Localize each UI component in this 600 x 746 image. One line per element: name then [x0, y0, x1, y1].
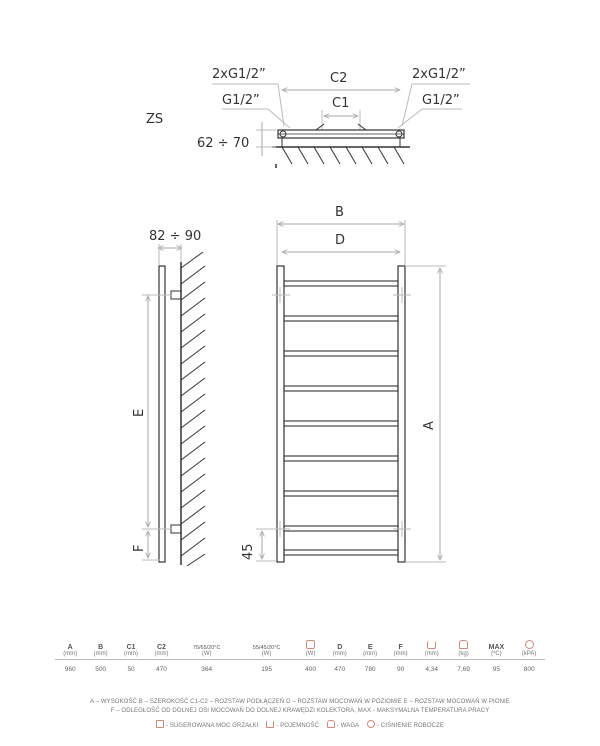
- cell-b: 500: [95, 666, 107, 673]
- top-view: [146, 67, 470, 168]
- header-d: D (mm): [325, 640, 355, 660]
- weight-icon: [459, 640, 468, 649]
- cell-max: 95: [492, 666, 500, 673]
- depth-side-label: 82 ÷ 90: [149, 229, 202, 244]
- table-row: [55, 660, 545, 675]
- cell-d: 470: [334, 666, 346, 673]
- c1-label: C1: [332, 96, 350, 111]
- depth-top-label: 62 ÷ 70: [197, 136, 250, 151]
- header-f: F (mm): [385, 640, 415, 660]
- a-label: A: [422, 421, 437, 430]
- thread-label-left-inner: G1/2”: [222, 93, 260, 108]
- e-label: E: [132, 408, 147, 417]
- header-c1: C1 (mm): [116, 640, 146, 660]
- legend-weight: - WAGA: [327, 723, 359, 729]
- thread-label-right-outer: 2xG1/2”: [412, 67, 466, 82]
- heater-icon: [306, 640, 315, 649]
- b-label: B: [335, 205, 344, 220]
- cell-f: 90: [396, 666, 405, 673]
- cell-a: 960: [64, 666, 76, 673]
- front-rungs: [284, 281, 398, 555]
- front-view: [241, 205, 446, 562]
- pressure-icon: [525, 640, 534, 649]
- cell-weight: 7,69: [457, 666, 470, 673]
- zs-label: ZS: [146, 112, 164, 127]
- cell-c1: 50: [127, 666, 135, 673]
- side-view-collector: [159, 266, 165, 562]
- c2-label: C2: [330, 71, 348, 86]
- header-a: A (mm): [55, 640, 85, 660]
- legend-heater: - SUGEROWANA MOC GRZAŁKI: [156, 723, 259, 729]
- cell-c2: 470: [156, 666, 167, 673]
- legend-line-1: A – WYSOKOŚĆ B – SZEROKOŚĆ C1-C2 – ROZSTAW PODŁĄCZEŃ D – ROZSTAW MOCOWAŃ W POZIOMIE E – ROZSTAW MOCOWAŃ W PIONIE: [90, 699, 510, 705]
- header-c2: C2 (mm): [146, 640, 176, 660]
- header-b: B (mm): [85, 640, 115, 660]
- cell-power-55: 195: [261, 666, 273, 673]
- front-right-collector: [398, 266, 405, 562]
- cell-capacity: 4,34: [425, 666, 439, 673]
- cell-heater: 400: [305, 666, 316, 673]
- heater-icon: [156, 720, 164, 728]
- header-e: E (mm): [355, 640, 385, 660]
- header-max: MAX (ºC): [479, 640, 513, 660]
- header-power-75: 75/65/20°C (W): [177, 640, 237, 660]
- thread-label-left-outer: 2xG1/2”: [212, 67, 266, 82]
- cell-power-75: 364: [201, 666, 213, 673]
- legend-capacity: - POJEMNOŚĆ: [266, 723, 319, 729]
- legend-line-2: F – ODLEGŁOŚĆ OD DOLNEJ OSI MOCOWAŃ DO DOLNEJ KRAWĘDZI KOLEKTORA, MAX - MAKSYMALNA TEMPERATURA PRACY: [110, 708, 490, 714]
- thread-label-right-inner: G1/2”: [422, 93, 460, 108]
- capacity-icon: [427, 641, 436, 649]
- spec-table-header: [55, 640, 545, 660]
- capacity-icon: [266, 721, 274, 728]
- legend-pressure: - CIŚNIENIE ROBOCZE: [367, 723, 444, 729]
- side-view: [132, 229, 205, 566]
- header-weight: (kg): [448, 640, 480, 660]
- spec-table: [55, 640, 545, 674]
- d-label: D: [335, 233, 346, 248]
- header-capacity: (mm): [416, 640, 448, 660]
- offset-45-label: 45: [241, 543, 256, 560]
- header-power-55: 55/45/20°C (W): [237, 640, 297, 660]
- cell-pressure: 800: [523, 666, 535, 673]
- cell-e: 780: [364, 666, 376, 673]
- front-left-collector: [277, 266, 284, 562]
- f-label: F: [132, 544, 147, 552]
- header-heater: (W): [297, 640, 325, 660]
- weight-icon: [327, 720, 335, 728]
- legend-icons: [0, 720, 600, 729]
- header-pressure: (kPA): [513, 640, 545, 660]
- pressure-icon: [367, 720, 375, 728]
